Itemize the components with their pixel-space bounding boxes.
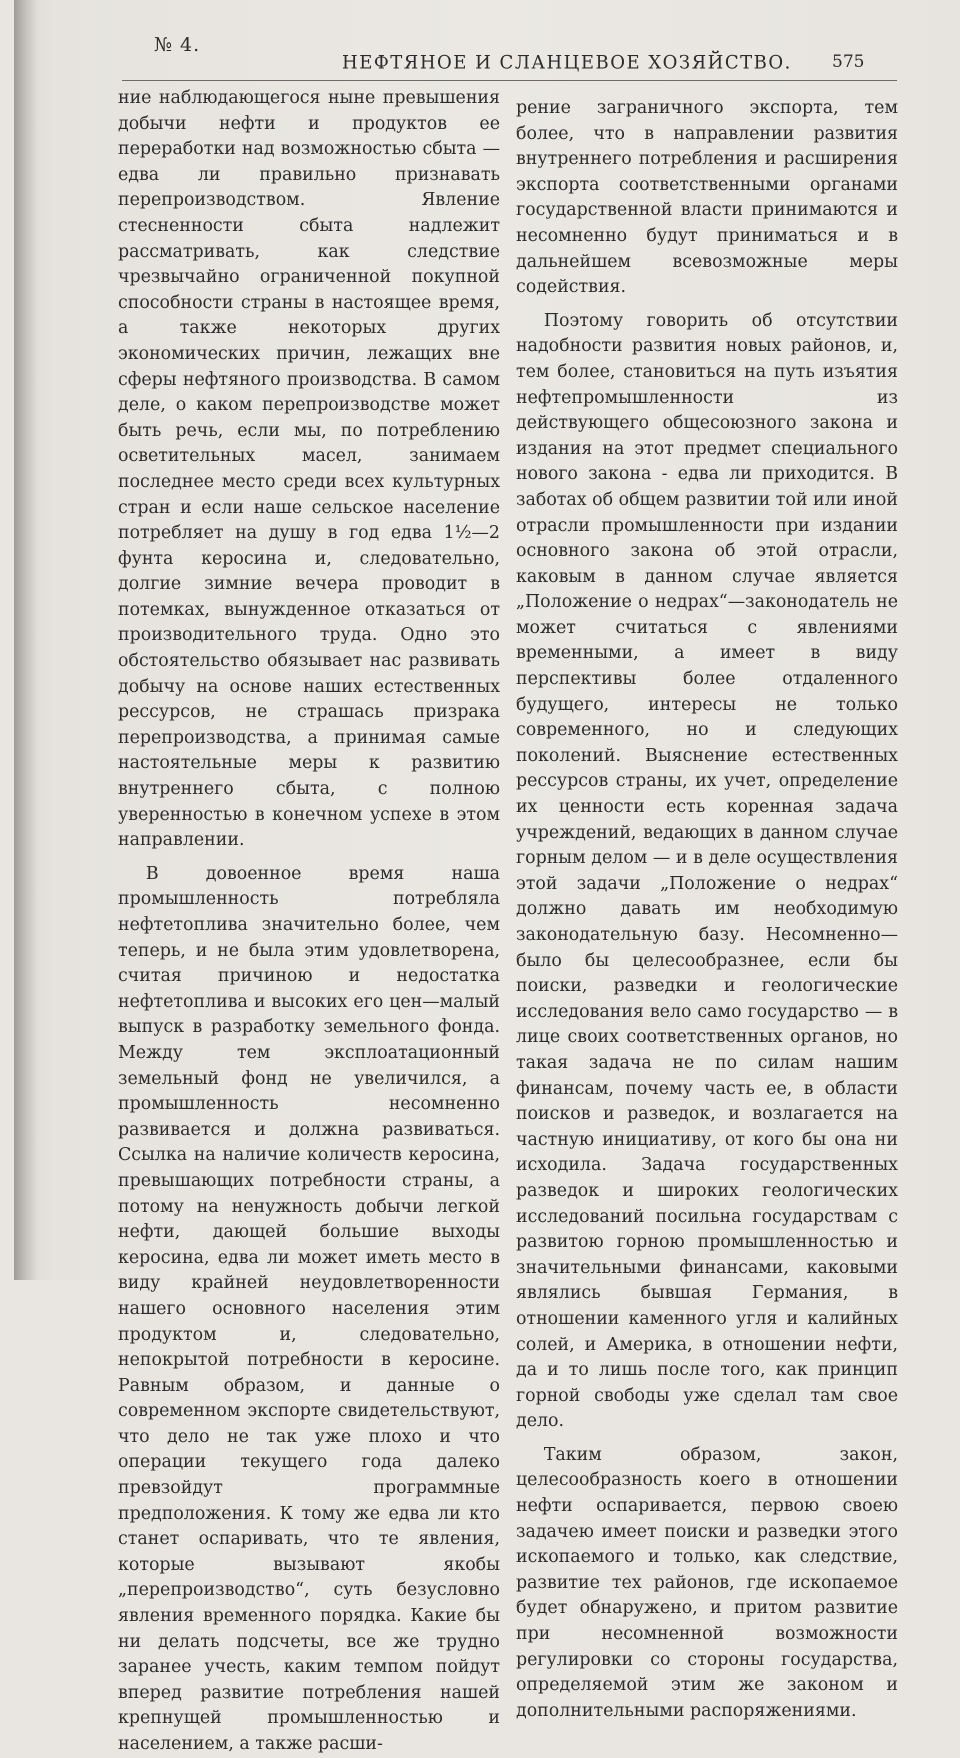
page-number: 575 [832, 52, 865, 72]
running-header [132, 28, 892, 84]
right-column [516, 96, 898, 1724]
paragraph: рение заграничного экспорта, тем более, что в направлении развития внутреннего потребления и расширения экспорта соответственными органами государственной власти принимаются и несомненно будут приниматься и в дальнейшем всевозможные меры содействия. [516, 98, 898, 298]
paragraph: Таким образом, закон, целесообразность коего в отношении нефти оспаривается, первою своею задачею имеет поиски и разведки этого ископаемого и только, как следствие, развитие тех районов, где ископаемое будет обнаружено, и притом развитие при несомненной возможности регулировки со стороны государства, определяемой этим же законом и дополнительными распоряжениями. [516, 1444, 898, 1721]
issue-number: № 4. [154, 34, 201, 56]
paragraph: В довоенное время наша промышленность потребляла нефтетоплива значительно более, чем теперь, и не была этим удовлетворена, считая причиною и недостатка нефтетоплива и высоких его цен—малый выпуск в разработку земельного фонда. Между тем эксплоатационный земельный фонд не увеличился, а промышленность несомненно развивается и должна развиваться. Ссылка на наличие количеств керосина, превышающих потребности страны, а потому на ненужность добычи легкой нефти, дающей большие выходы керосина, едва ли может иметь место в виду крайней неудовлетворенности нашего основного населения этим продуктом и, следовательно, непокрытой потребности в керосине. Равным образом, и данные о современном экспорте свидетельствуют, что дело не так уже плохо и что операции текущего года далеко превзойдут программные предположения. К тому же едва ли кто станет оспаривать, что те явления, которые вызывают якобы „перепроизводство“, суть безусловно явления временного порядка. Какие бы ни делать подсчеты, все же трудно заранее учесть, каким темпом пойдут вперед развитие потребления нашей крепнущей промышленностью и населением, а также расши- [118, 863, 500, 1754]
book-spine [14, 0, 36, 1280]
journal-title: НЕФТЯНОЕ И СЛАНЦЕВОЕ ХОЗЯЙСТВО. [342, 51, 792, 74]
paragraph: ние наблюдающегося ныне превышения добычи нефти и продуктов ее переработки над возможностью сбыта — едва ли правильно признавать перепроизводством. Явление стесненности сбыта надлежит рассматривать, как следствие чрезвычайно ограниченной покупной способности страны в настоящее время, а также некоторых других экономических причин, лежащих вне сферы нефтяного производства. В самом деле, о каком перепроизводстве может быть речь, если мы, по потреблению осветительных масел, занимаем последнее место среди всех культурных стран и если наше сельское население потребляет на душу в год едва 1½—2 фунта керосина и, следовательно, долгие зимние вечера проводит в потемках, вынужденное отказаться от производительного труда. Одно это обстоятельство обязывает нас развивать добычу на основе наших естественных рессурсов, не страшась призрака перепроизводства, а принимая самые настоятельные меры к развитию внутреннего сбыта, с полною уверенностью в конечном успехе в этом направлении. [118, 88, 500, 851]
header-rule [122, 80, 897, 81]
left-column [118, 86, 500, 1758]
paragraph: Поэтому говорить об отсутствии надобности развития новых районов, и, тем более, становиться на путь изъятия нефтепромышленности из действующего общесоюзного закона и издания на этот предмет специального нового закона - едва ли приходится. В заботах об общем развитии той или иной отрасли промышленности при издании основного закона об этой отрасли, каковым в данном случае является „Положение о недрах“—законодатель не может считаться с явлениями временными, а имеет в виду перспективы более отдаленного будущего, интересы не только современного, но и следующих поколений. Выяснение естественных рессурсов страны, их учет, определение их ценности есть коренная задача учреждений, ведающих в данном случае горным делом — и в деле осуществления этой задачи „Положение о недрах“ должно давать им необходимую законодательную базу. Несомненно—было бы целесообразнее, если бы поиски, разведки и геологические исследования вело само государство — в лице своих соответственных органов, но такая задача не по силам нашим финансам, почему часть ее, в области поисков и разведок, и возлагается на частную инициативу, от кого бы она ни исходила. Задача государственных разведок и широких геологических исследований посильна государствам с развитою горною промышленностью и значительными финансами, каковыми являлись бывшая Германия, в отношении каменного угля и калийных солей, и Америка, в отношении нефти, да и то лишь после того, как принцип горной свободы уже сделал там свое дело. [516, 310, 898, 1432]
